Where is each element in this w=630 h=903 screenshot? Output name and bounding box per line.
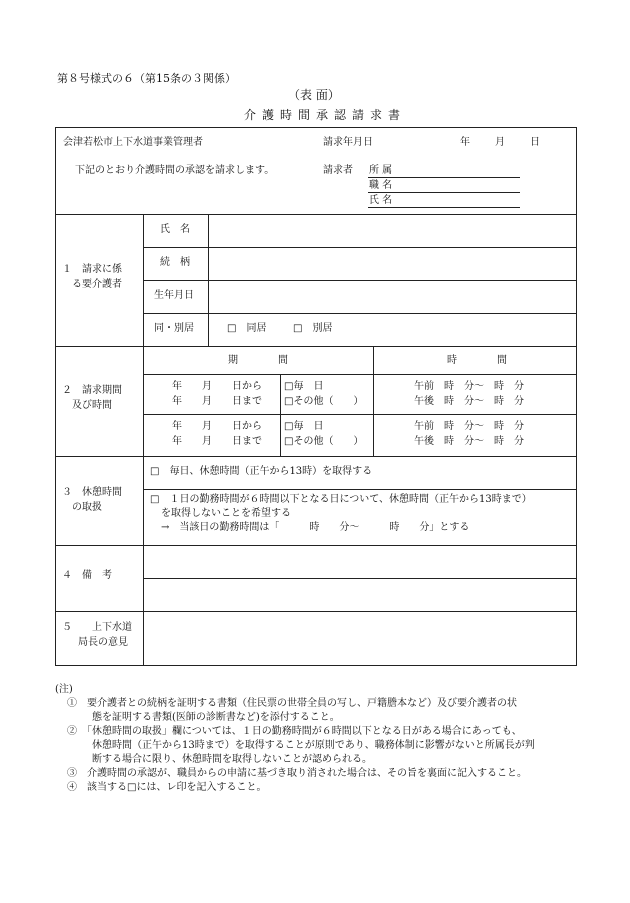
note-1-line2: 態を証明する書類(医師の診断書など)を添付すること。 bbox=[92, 712, 340, 723]
period2-daily-checkbox[interactable]: □毎 日 bbox=[284, 421, 324, 432]
period1-from: 年 月 日から bbox=[172, 381, 262, 392]
period-header: 期 間 bbox=[228, 355, 288, 366]
requester-label: 請求者 bbox=[323, 165, 353, 176]
note-4: ④ 該当する□には、レ印を記入すること。 bbox=[67, 782, 267, 793]
note-1-line1: ① 要介護者との続柄を証明する書類（住民票の世帯全員の写し、戸籍謄本など）及び要介護者の状 bbox=[67, 698, 517, 709]
position-label: 職 名 bbox=[369, 180, 393, 191]
section2-label-line2: 及び時間 bbox=[72, 400, 112, 411]
note-2-line1: ② 「休憩時間の取扱」欄については、１日の勤務時間が６時間以下となる日がある場合にあっても、 bbox=[67, 726, 522, 737]
period2-to: 年 月 日まで bbox=[172, 436, 262, 447]
notes-heading: (注) bbox=[55, 684, 73, 695]
request-date-label: 請求年月日 bbox=[323, 137, 373, 148]
note-2-line3: 断する場合に限り、休憩時間を取得しないことが認められる。 bbox=[92, 754, 372, 765]
period2-from: 年 月 日から bbox=[172, 421, 262, 432]
section2-label-line1: ２ 請求期間 bbox=[62, 385, 122, 396]
period1-other-checkbox[interactable]: □その他（ ） bbox=[284, 396, 364, 407]
break-option2-checkbox[interactable]: □ １日の勤務時間が６時間以下となる日について、休憩時間（正午から13時まで） bbox=[150, 494, 532, 505]
section1-label-line2: る要介護者 bbox=[72, 279, 122, 290]
period2-am: 午前 時 分～ 時 分 bbox=[414, 421, 524, 432]
period2-other-checkbox[interactable]: □その他（ ） bbox=[284, 436, 364, 447]
section5-label-line2: 局長の意見 bbox=[78, 637, 128, 648]
relationship-label: 続 柄 bbox=[160, 257, 190, 268]
break-option2-line3: → 当該日の勤務時間は「 時 分～ 時 分」とする bbox=[161, 522, 470, 533]
living-label: 同・別居 bbox=[154, 323, 194, 334]
remarks-label: ４ 備 考 bbox=[62, 570, 112, 581]
name-line bbox=[368, 207, 520, 208]
addressee: 会津若松市上下水道事業管理者 bbox=[63, 137, 203, 148]
period1-am: 午前 時 分～ 時 分 bbox=[414, 381, 524, 392]
name-label: 氏 名 bbox=[369, 195, 393, 206]
note-2-line2: 休憩時間（正午から13時まで）を取得することが原則であり、職務体制に影響がないと所属長が判 bbox=[92, 740, 535, 751]
period1-pm: 午後 時 分～ 時 分 bbox=[414, 396, 524, 407]
request-statement: 下記のとおり介護時間の承認を請求します。 bbox=[75, 165, 275, 176]
page-title: 介護時間承認請求書 bbox=[244, 108, 407, 122]
date-year: 年 bbox=[460, 137, 470, 148]
form-number: 第８号様式の６（第15条の３関係） bbox=[57, 72, 236, 85]
section3-label-line1: ３ 休憩時間 bbox=[62, 487, 122, 498]
date-day: 日 bbox=[530, 137, 540, 148]
break-option1-checkbox[interactable]: □ 毎日、休憩時間（正午から13時）を取得する bbox=[150, 466, 373, 477]
break-option2-line2: を取得しないことを希望する bbox=[161, 508, 291, 519]
section3-label-line2: の取扱 bbox=[72, 502, 102, 513]
section1-label-line1: １ 請求に係 bbox=[62, 264, 122, 275]
period2-pm: 午後 時 分～ 時 分 bbox=[414, 436, 524, 447]
affiliation-label: 所 属 bbox=[369, 165, 393, 176]
position-line bbox=[368, 192, 520, 193]
date-month: 月 bbox=[495, 137, 505, 148]
affiliation-line bbox=[368, 177, 520, 178]
period1-to: 年 月 日まで bbox=[172, 396, 262, 407]
care-name-label: 氏 名 bbox=[160, 224, 190, 235]
note-3: ③ 介護時間の承認が、職員からの申請に基づき取り消された場合は、その旨を裏面に記入すること。 bbox=[67, 768, 527, 779]
cohabit-checkbox[interactable]: □ 同居 bbox=[227, 323, 267, 334]
side-label: （表 面） bbox=[288, 88, 340, 102]
separate-checkbox[interactable]: □ 別居 bbox=[293, 323, 333, 334]
time-header: 時 間 bbox=[447, 355, 507, 366]
section5-label-line1: ５ 上下水道 bbox=[62, 622, 132, 633]
birthdate-label: 生年月日 bbox=[154, 290, 194, 301]
period1-daily-checkbox[interactable]: □毎 日 bbox=[284, 381, 324, 392]
